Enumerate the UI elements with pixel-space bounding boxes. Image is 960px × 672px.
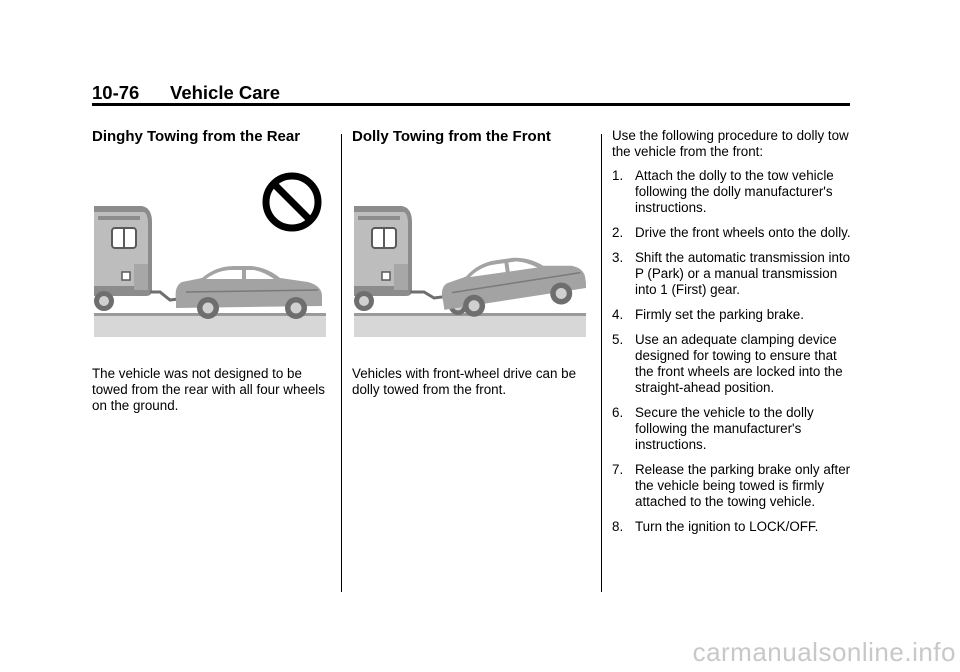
motorhome-shape [354, 206, 412, 311]
step-text: Attach the dolly to the tow vehicle following the dolly manufacturer's instructions. [635, 168, 834, 215]
watermark: carmanualsonline.info [692, 637, 956, 667]
list-item [612, 405, 857, 453]
step-text: Release the parking brake only after the vehicle being towed is firmly attached to the towing vehicle. [635, 462, 851, 509]
dolly-towing-illustration [354, 168, 586, 343]
step-text: Turn the ignition to LOCK/OFF. [635, 519, 819, 534]
column-divider-1 [341, 134, 342, 592]
heading-dolly-towing: Dolly Towing from the Front [352, 128, 551, 145]
step-number: 2. [612, 225, 624, 240]
procedure-steps [612, 168, 857, 544]
list-item [612, 332, 857, 396]
step-text: Use an adequate clamping device designed for towing to ensure that the front wheels are locked into the straight-ahead position. [635, 332, 843, 395]
list-item [612, 519, 857, 535]
step-text: Firmly set the parking brake. [635, 307, 804, 322]
section-title: Vehicle Care [170, 82, 281, 103]
list-item [612, 250, 857, 298]
step-number: 6. [612, 405, 624, 420]
list-item [612, 168, 857, 216]
motorhome-shape [94, 206, 152, 311]
step-number: 5. [612, 332, 624, 347]
step-number: 1. [612, 168, 624, 183]
heading-dinghy-towing: Dinghy Towing from the Rear [92, 128, 301, 145]
column-divider-2 [601, 134, 602, 592]
column-1 [92, 128, 330, 146]
step-number: 4. [612, 307, 624, 322]
step-number: 3. [612, 250, 624, 265]
dinghy-towing-illustration [94, 168, 326, 343]
page-number: 10-76 [92, 82, 140, 103]
list-item [612, 307, 857, 323]
step-text: Secure the vehicle to the dolly following the manufacturer's instructions. [635, 405, 814, 452]
step-text: Shift the automatic transmission into P (Park) or a manual transmission into 1 (First) gear. [635, 250, 851, 297]
list-item [612, 225, 857, 241]
header-rule [92, 103, 850, 106]
dinghy-towing-caption: The vehicle was not designed to be towed from the rear with all four wheels on the ground. [92, 366, 325, 413]
page-header [92, 82, 280, 104]
dolly-towing-caption: Vehicles with front-wheel drive can be dolly towed from the front. [352, 366, 577, 397]
step-text: Drive the front wheels onto the dolly. [635, 225, 851, 240]
step-number: 8. [612, 519, 624, 534]
list-item [612, 462, 857, 510]
step-number: 7. [612, 462, 624, 477]
column-2 [352, 128, 592, 146]
procedure-intro: Use the following procedure to dolly tow the vehicle from the front: [612, 128, 849, 159]
